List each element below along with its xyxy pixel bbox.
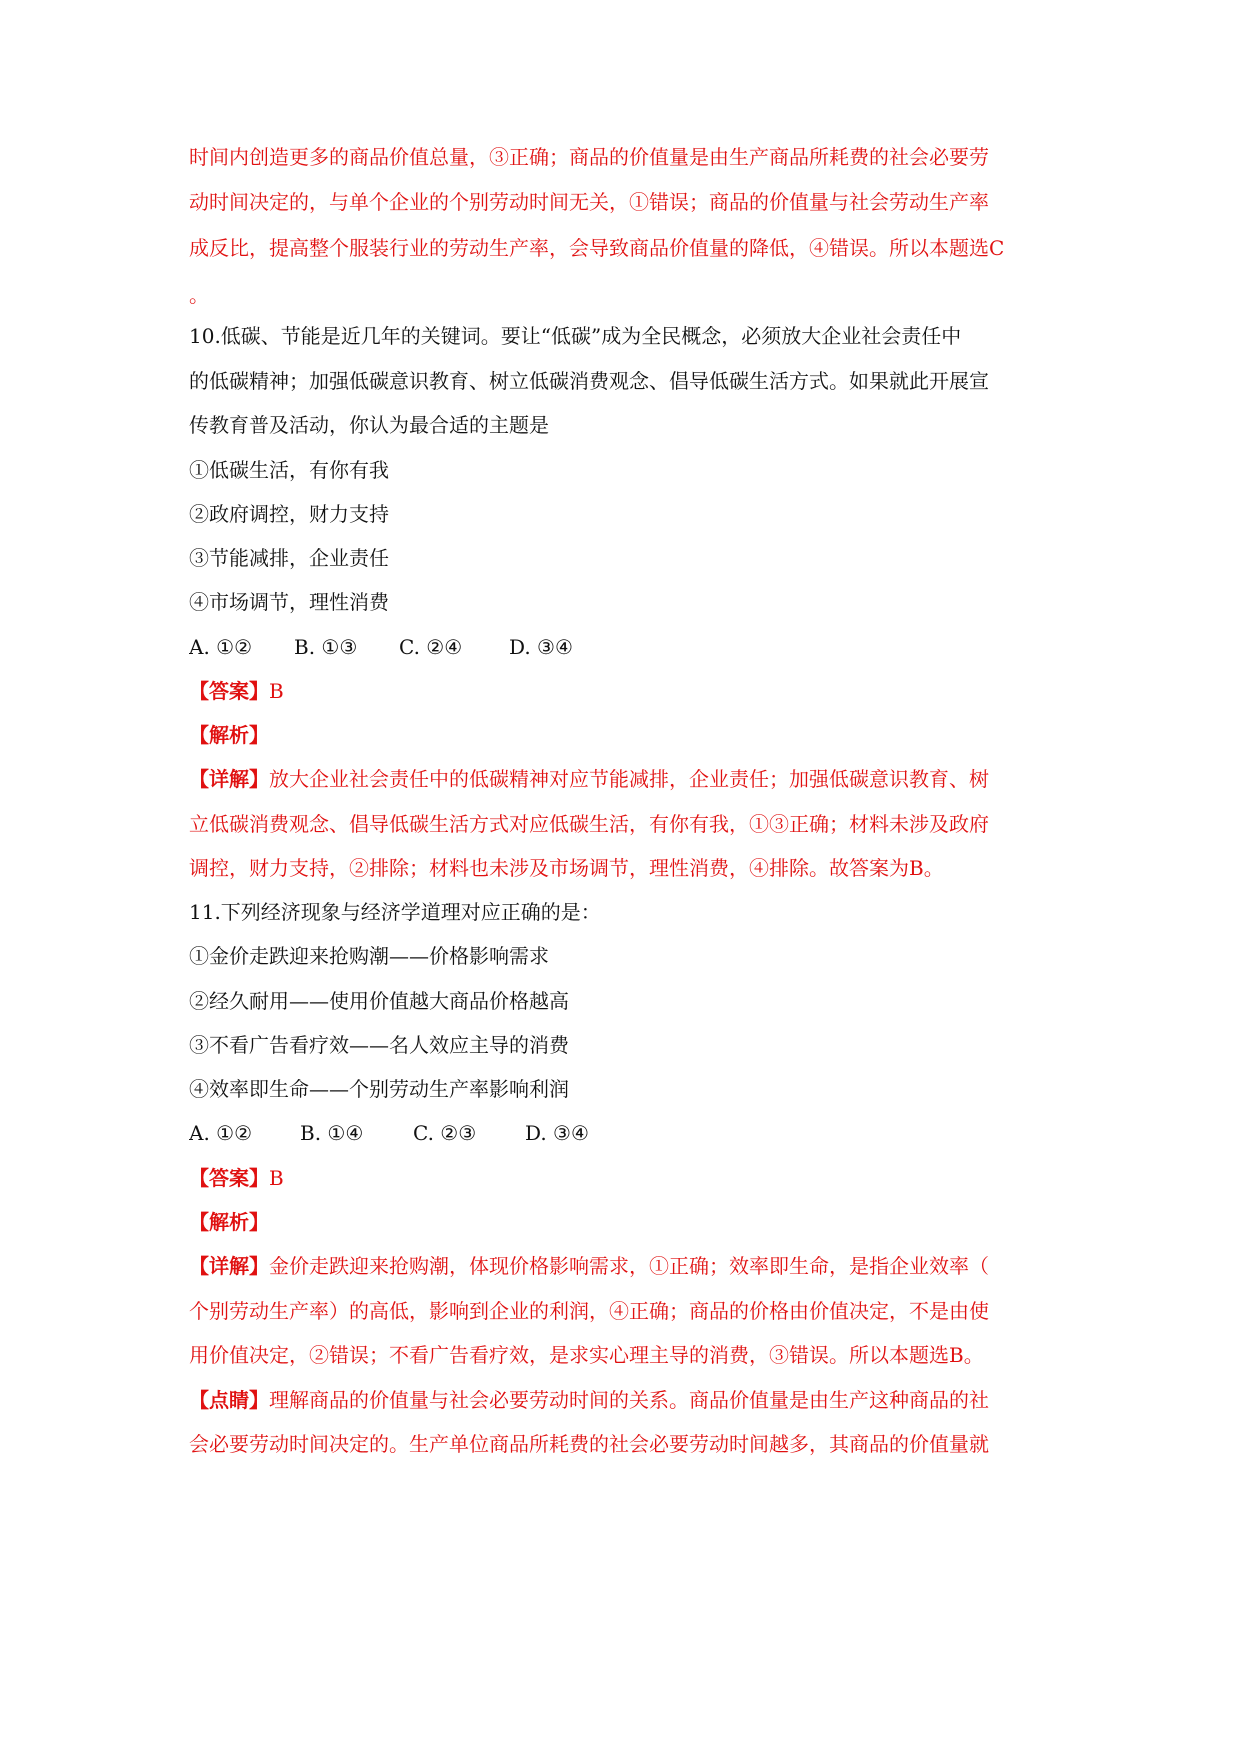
q10-answer-label: 【答案】 — [189, 679, 269, 703]
q10-item-4: ④市场调节，理性消费 — [189, 590, 389, 614]
q10-detail-line-2: 立低碳消费观念、倡导低碳生活方式对应低碳生活，有你有我，①③正确；材料未涉及政府 — [189, 812, 989, 836]
q11-tip-line-1 — [189, 1385, 1069, 1415]
q10-item-2: ②政府调控，财力支持 — [189, 502, 389, 526]
q11-answer — [189, 1163, 1069, 1193]
prev-explanation-line-4: 。 — [189, 283, 209, 307]
q10-option-d: D. ③④ — [509, 635, 573, 659]
q11-detail-line-1 — [189, 1251, 1069, 1281]
q10-stem-line-1: 10.低碳、节能是近几年的关键词。要让“低碳”成为全民概念，必须放大企业社会责任中 — [189, 324, 962, 348]
q11-analysis-label: 【解析】 — [189, 1210, 269, 1234]
q10-detail-label: 【详解】 — [189, 767, 269, 791]
q10-stem-line-2: 的低碳精神；加强低碳意识教育、树立低碳消费观念、倡导低碳生活方式。如果就此开展宣 — [189, 369, 989, 393]
q10-option-a: A. ①② — [189, 635, 253, 659]
q11-stem: 11.下列经济现象与经济学道理对应正确的是： — [189, 900, 601, 924]
q11-item-4: ④效率即生命——个别劳动生产率影响利润 — [189, 1077, 569, 1101]
prev-explanation-line-2: 动时间决定的，与单个企业的个别劳动时间无关，①错误；商品的价值量与社会劳动生产率 — [189, 190, 989, 214]
q11-answer-value: B — [269, 1166, 284, 1190]
q11-answer-label: 【答案】 — [189, 1166, 269, 1190]
q11-item-2: ②经久耐用——使用价值越大商品价格越高 — [189, 989, 569, 1013]
prev-explanation-line-1: 时间内创造更多的商品价值总量，③正确；商品的价值量是由生产商品所耗费的社会必要劳 — [189, 145, 989, 169]
q11-option-a: A. ①② — [189, 1121, 253, 1145]
q11-detail-line-3: 用价值决定，②错误；不看广告看疗效，是求实心理主导的消费，③错误。所以本题选B。 — [189, 1343, 984, 1367]
q10-item-1: ①低碳生活，有你有我 — [189, 458, 389, 482]
q11-detail-text-1: 金价走跌迎来抢购潮，体现价格影响需求，①正确；效率即生命，是指企业效率（ — [269, 1254, 989, 1278]
q11-option-d: D. ③④ — [525, 1121, 589, 1145]
q10-analysis-label: 【解析】 — [189, 723, 269, 747]
q11-tip-text-1: 理解商品的价值量与社会必要劳动时间的关系。商品价值量是由生产这种商品的社 — [269, 1388, 989, 1412]
q11-detail-line-2: 个别劳动生产率）的高低，影响到企业的利润，④正确；商品的价格由价值决定，不是由使 — [189, 1299, 989, 1323]
q10-answer — [189, 676, 1069, 706]
q10-stem-line-3: 传教育普及活动，你认为最合适的主题是 — [189, 413, 549, 437]
q10-detail-line-1 — [189, 764, 1069, 794]
q10-item-3: ③节能减排，企业责任 — [189, 546, 389, 570]
q10-option-b: B. ①③ — [294, 635, 358, 659]
q10-detail-text-1: 放大企业社会责任中的低碳精神对应节能减排，企业责任；加强低碳意识教育、树 — [269, 767, 989, 791]
q11-option-b: B. ①④ — [300, 1121, 364, 1145]
q11-detail-label: 【详解】 — [189, 1254, 269, 1278]
q11-options — [189, 1118, 1069, 1148]
q11-item-1: ①金价走跌迎来抢购潮——价格影响需求 — [189, 944, 549, 968]
q11-tip-label: 【点睛】 — [189, 1388, 269, 1412]
q10-options — [189, 632, 1069, 662]
q10-detail-line-3: 调控，财力支持，②排除；材料也未涉及市场调节，理性消费，④排除。故答案为B。 — [189, 856, 944, 880]
q11-tip-line-2: 会必要劳动时间决定的。生产单位商品所耗费的社会必要劳动时间越多，其商品的价值量就 — [189, 1432, 989, 1456]
q11-option-c: C. ②③ — [413, 1121, 477, 1145]
q11-item-3: ③不看广告看疗效——名人效应主导的消费 — [189, 1033, 569, 1057]
q10-answer-value: B — [269, 679, 284, 703]
q10-option-c: C. ②④ — [399, 635, 463, 659]
prev-explanation-line-3: 成反比，提高整个服装行业的劳动生产率，会导致商品价值量的降低，④错误。所以本题选C — [189, 236, 1005, 260]
